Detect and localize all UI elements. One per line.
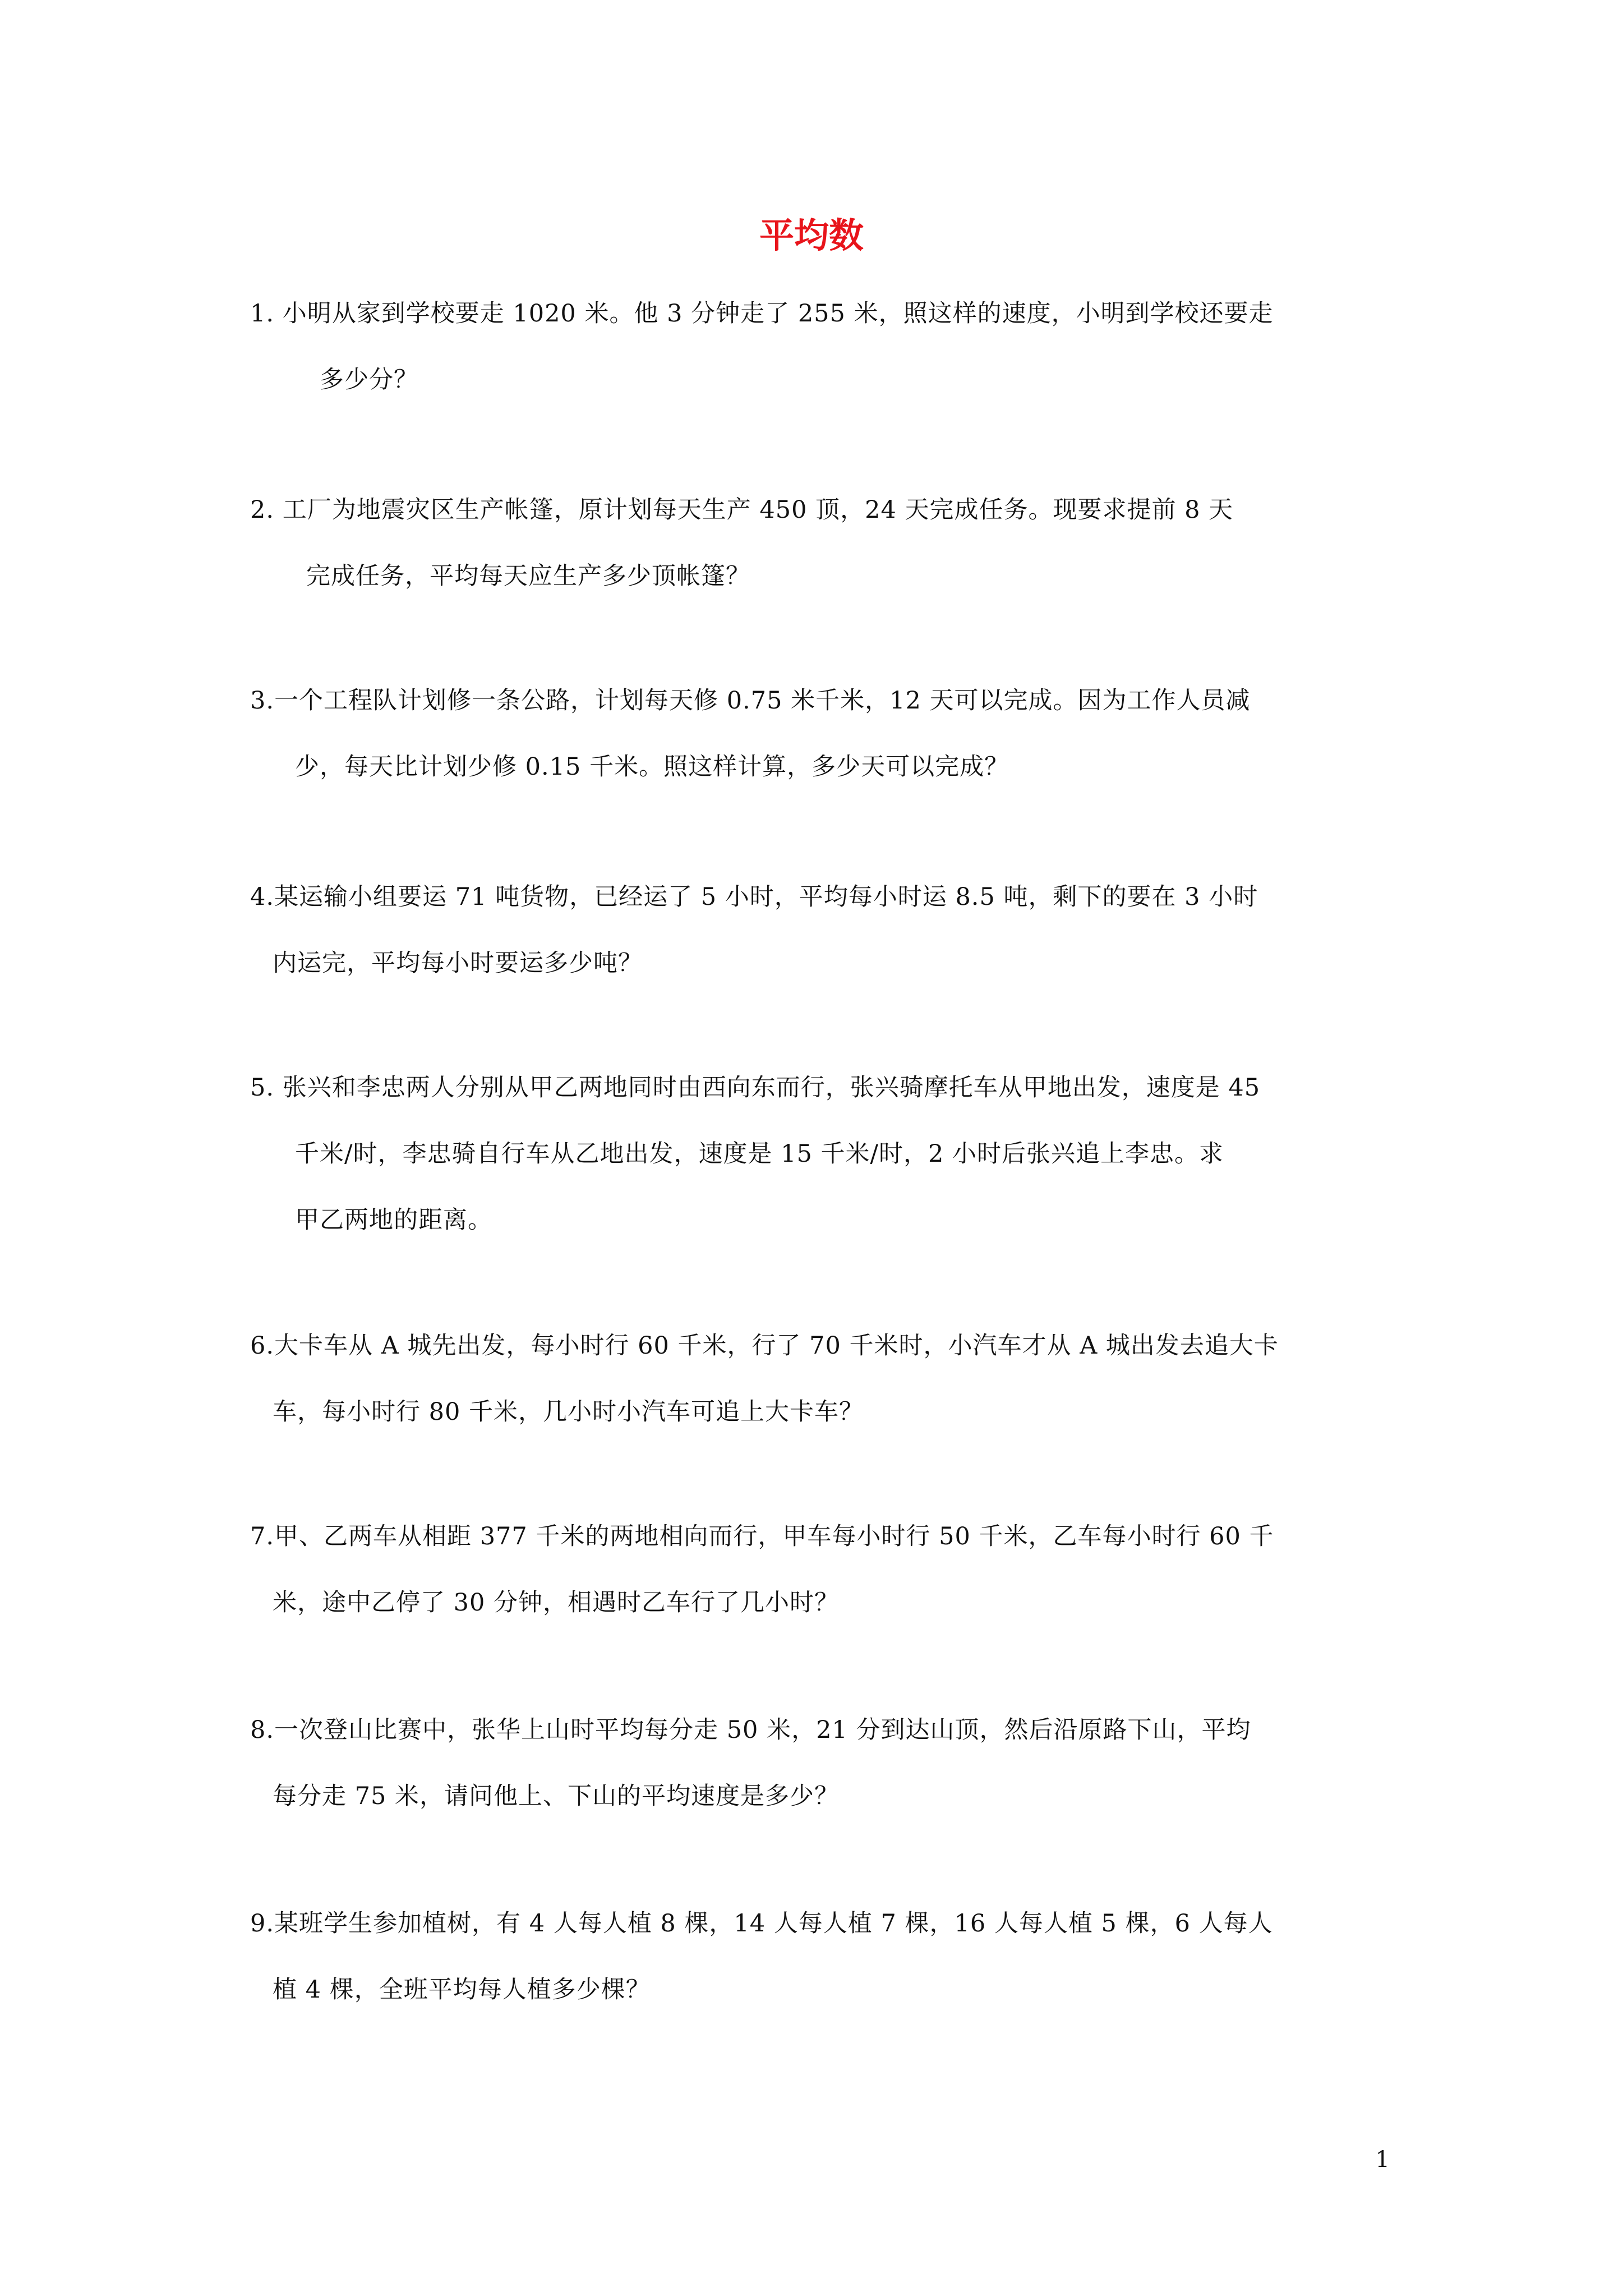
problem-3-line-2: 少，每天比计划少修 0.15 千米。照这样计算，多少天可以完成？	[295, 753, 1009, 781]
problem-2-line-1: 2. 工厂为地震灾区生产帐篷，原计划每天生产 450 顶，24 天完成任务。现要求提前 8 天	[250, 496, 1234, 524]
problem-8-line-1: 8.一次登山比赛中，张华上山时平均每分走 50 米，21 分到达山顶，然后沿原路下山，平均	[250, 1716, 1251, 1744]
problem-5-line-1: 5. 张兴和李忠两人分别从甲乙两地同时由西向东而行，张兴骑摩托车从甲地出发，速度是 45	[250, 1074, 1261, 1102]
page-number: 1	[1375, 2147, 1390, 2173]
problem-1-line-1: 1. 小明从家到学校要走 1020 米。他 3 分钟走了 255 米，照这样的速度，小明到学校还要走	[250, 300, 1274, 328]
problem-3-line-1: 3.一个工程队计划修一条公路，计划每天修 0.75 米千米，12 天可以完成。因为工作人员减	[250, 687, 1251, 715]
problem-4-line-1: 4.某运输小组要运 71 吨货物，已经运了 5 小时，平均每小时运 8.5 吨，剩下的要在 3 小时	[250, 883, 1258, 911]
problem-2-line-2: 完成任务，平均每天应生产多少顶帐篷？	[306, 562, 750, 590]
problem-6-line-1: 6.大卡车从 A 城先出发，每小时行 60 千米，行了 70 千米时，小汽车才从 A 城出发去追大卡	[250, 1332, 1279, 1360]
problem-1	[250, 280, 1394, 413]
problem-7	[250, 1503, 1394, 1636]
problem-5-line-2: 千米/时，李忠骑自行车从乙地出发，速度是 15 千米/时，2 小时后张兴追上李忠。求	[295, 1140, 1224, 1168]
problem-4-line-2: 内运完，平均每小时要运多少吨？	[273, 949, 643, 977]
page-title: 平均数	[759, 215, 864, 256]
problem-4	[250, 864, 1394, 996]
problem-6	[250, 1313, 1394, 1445]
problem-8-line-2: 每分走 75 米，请问他上、下山的平均速度是多少？	[273, 1782, 840, 1810]
problem-6-line-2: 车，每小时行 80 千米，几小时小汽车可追上大卡车？	[273, 1398, 864, 1426]
problem-7-line-1: 7.甲、乙两车从相距 377 千米的两地相向而行，甲车每小时行 50 千米，乙车每小时行 60 千	[250, 1522, 1274, 1550]
problem-2	[250, 477, 1394, 609]
problem-9	[250, 1890, 1394, 2023]
problem-5	[250, 1055, 1394, 1253]
problem-7-line-2: 米，途中乙停了 30 分钟，相遇时乙车行了几小时？	[273, 1589, 840, 1617]
problem-1-line-2: 多少分？	[320, 366, 418, 394]
problem-9-line-2: 植 4 棵，全班平均每人植多少棵？	[273, 1976, 651, 2004]
problem-5-line-3: 甲乙两地的距离。	[295, 1206, 492, 1234]
problem-3	[250, 668, 1394, 800]
problem-9-line-1: 9.某班学生参加植树，有 4 人每人植 8 棵，14 人每人植 7 棵，16 人每人植 5 棵，6 人每人	[250, 1910, 1273, 1938]
problem-8	[250, 1697, 1394, 1829]
